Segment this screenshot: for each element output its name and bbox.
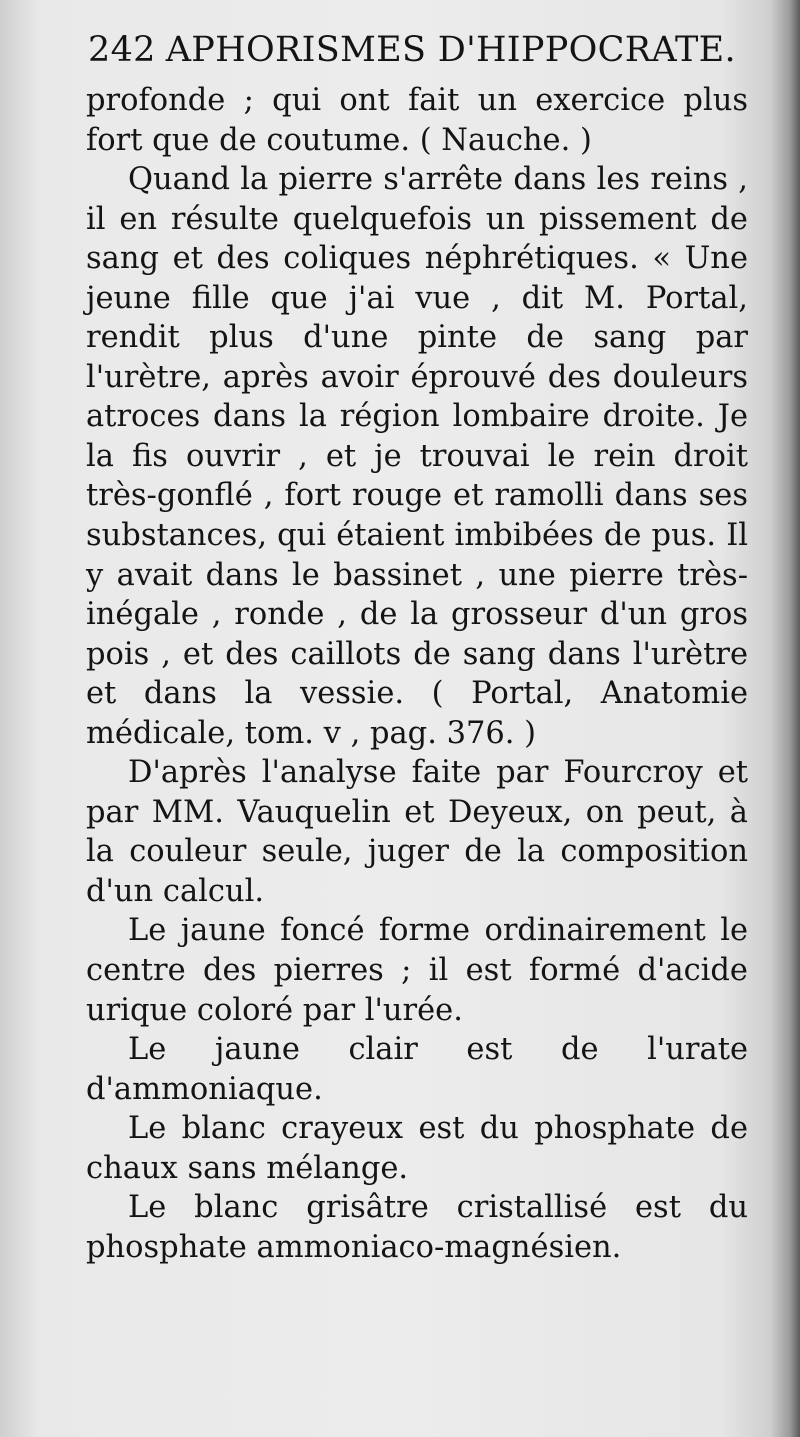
paragraph-dark-yellow: Le jaune foncé forme ordinairement le centre des pierres ; il est formé d'acide urique coloré par l'urée. bbox=[86, 913, 748, 1028]
running-header bbox=[88, 24, 768, 76]
body-text bbox=[86, 81, 748, 1267]
paragraph-kidney-stone: Quand la pierre s'arrête dans les reins , il en résulte quelquefois un pissement de sang et des coliques néphrétiques. « Une jeune fille que j'ai vue , dit M. Portal, rendit plus d'une pinte de sang par l'urètre, après avoir éprouvé des douleurs atroces dans la région lombaire droite. Je la fis ouvrir , et je trouvai le rein droit très-gonflé , fort rouge et ramolli dans ses substances, qui étaient imbibées de pus. Il y avait dans le bassinet , une pierre très-inégale , ronde , de la grosseur d'un gros pois , et des caillots de sang dans l'urètre et dans la vessie. ( Portal, Anatomie médicale, tom. v , pag. 376. ) bbox=[86, 162, 748, 751]
paragraph-analysis: D'après l'analyse faite par Fourcroy et par MM. Vauquelin et Deyeux, on peut, à la couleur seule, juger de la composition d'un calcul. bbox=[86, 755, 748, 909]
paragraph-chalky-white: Le blanc crayeux est du phosphate de chaux sans mélange. bbox=[86, 1111, 748, 1186]
paragraph-continuation: profonde ; qui ont fait un exercice plus fort que de coutume. ( Nauche. ) bbox=[86, 83, 748, 158]
page-number: 242 bbox=[88, 30, 156, 70]
paragraph-light-yellow: Le jaune clair est de l'urate d'ammoniaque. bbox=[86, 1032, 748, 1107]
running-title: APHORISMES D'HIPPOCRATE. bbox=[165, 30, 736, 70]
paragraph-greyish-white: Le blanc grisâtre cristallisé est du phosphate ammoniaco-magnésien. bbox=[86, 1190, 748, 1265]
